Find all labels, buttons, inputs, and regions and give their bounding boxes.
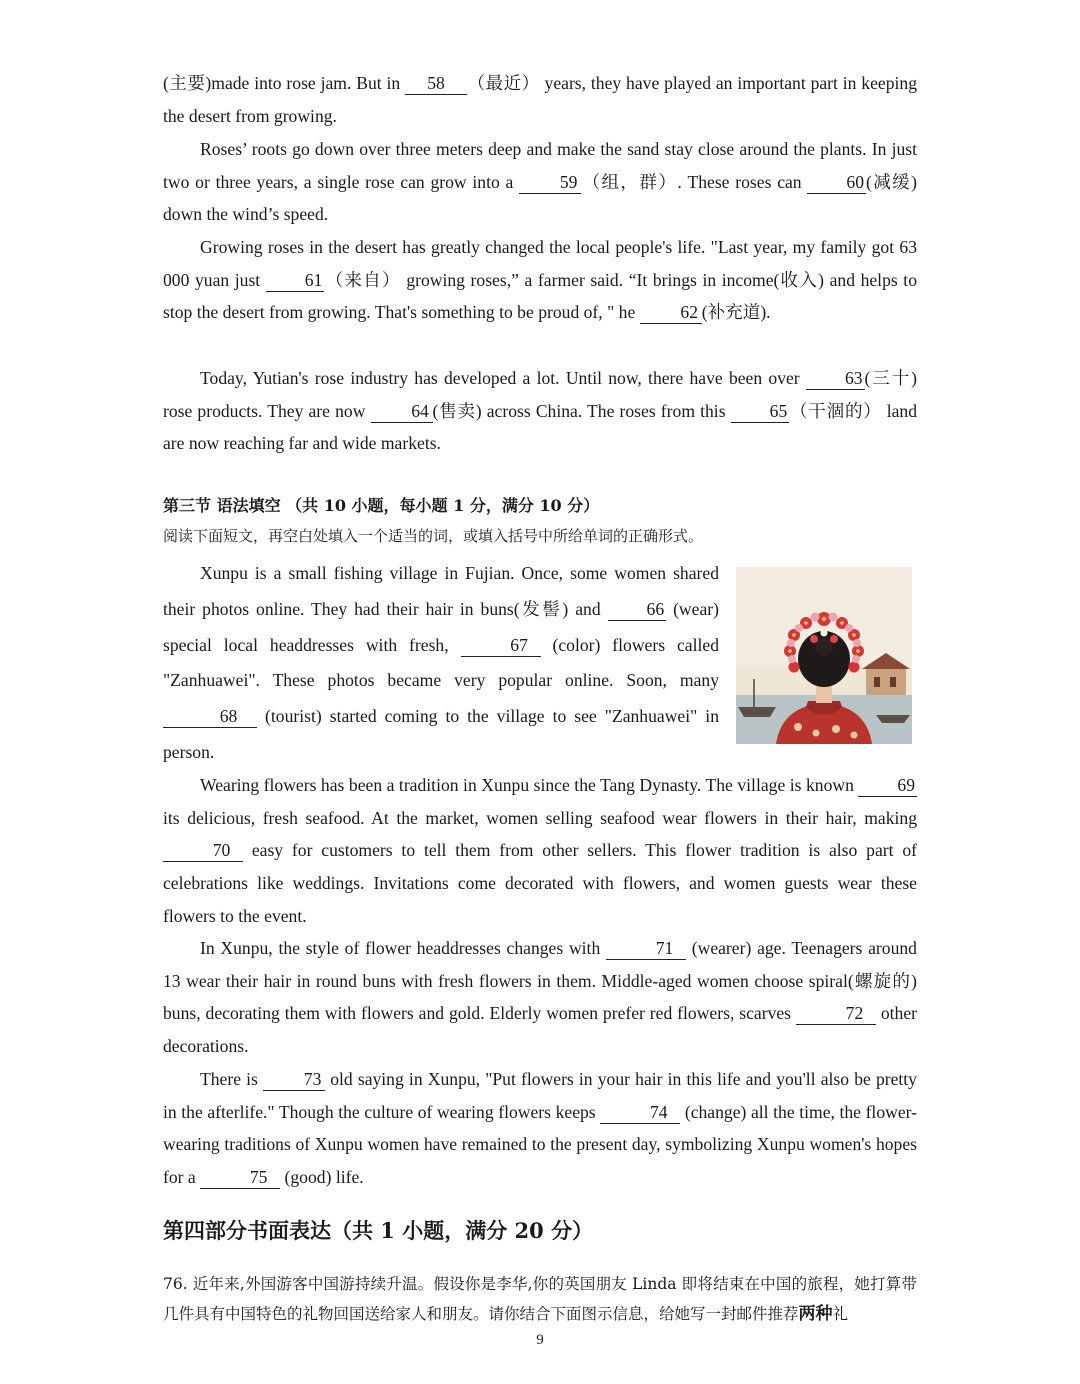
passage1-paragraph-3 xyxy=(163,231,917,329)
blank-65[interactable]: 65 xyxy=(731,400,790,423)
writing-task-76 xyxy=(163,1269,917,1329)
text: Xunpu is a small fishing village in Fujian. Once, some women shared their photos online. They had their hair in buns(发髻) and xyxy=(163,563,719,619)
text: (售卖) across China. The roses from this xyxy=(432,400,731,421)
blank-63[interactable]: 63 xyxy=(806,367,865,390)
text: 礼 xyxy=(832,1304,849,1323)
text: （来自） growing roses,” a farmer said. “It brings in income(收入) and helps to stop the desert from growing. That's something to be proud of, " he xyxy=(163,269,917,323)
blank-75[interactable]: 75 xyxy=(200,1166,280,1189)
blank-72[interactable]: 72 xyxy=(796,1002,876,1025)
passage2-paragraph-3 xyxy=(163,932,917,1063)
text: (tourist) started coming to the village to see "Zanhuawei" in person. xyxy=(163,706,719,762)
text: old saying in Xunpu, "Put flowers in your hair in this life and you'll also be pretty in the afterlife." Though the culture of wearing flowers keeps xyxy=(163,1069,917,1122)
blank-67[interactable]: 67 xyxy=(461,634,541,657)
part-4-title: 第四部分书面表达（共 1 小题，满分 20 分） xyxy=(163,1218,594,1243)
passage1-paragraph-2 xyxy=(163,133,917,231)
zanhuawei-illustration xyxy=(736,567,912,744)
blank-70[interactable]: 70 xyxy=(163,839,243,862)
text: (三十) rose products. They are now xyxy=(163,368,918,421)
text: easy for customers to tell them from other sellers. This flower tradition is also part of celebrations like weddings. Invitations come decorated with flowers, and women guests wear these flowers to the event. xyxy=(163,840,917,926)
blank-69[interactable]: 69 xyxy=(858,774,917,797)
section-3-instruction: 阅读下面短文，再空白处填入一个适当的词，或填入括号中所给单词的正确形式。 xyxy=(163,527,704,545)
emphasis-text: 两种 xyxy=(798,1303,833,1324)
text: （组，群）. These roses can xyxy=(581,171,808,192)
text: 76. 近年来,外国游客中国游持续升温。假设你是李华,你的英国朋友 Linda 即将结束在中国的旅程，她打算带几件具有中国特色的礼物回国送给家人和朋友。请你结合下面图示信息，给她写一封邮件推荐 xyxy=(163,1274,917,1323)
blank-64[interactable]: 64 xyxy=(371,400,433,423)
text: (减缓) down the wind’s speed. xyxy=(163,171,918,225)
zanhuawei-photo xyxy=(736,567,912,744)
text: its delicious, fresh seafood. At the market, women selling seafood wear flowers in their hair, making xyxy=(163,807,917,828)
blank-71[interactable]: 71 xyxy=(606,937,686,960)
text: There is xyxy=(200,1069,264,1089)
blank-60[interactable]: 60 xyxy=(807,171,866,194)
blank-59[interactable]: 59 xyxy=(519,171,581,194)
text: (wear) special local headdresses with fresh, xyxy=(163,598,719,655)
blank-66[interactable]: 66 xyxy=(608,598,667,621)
text: （最近） years, they have played an important part in keeping the desert from growing. xyxy=(163,73,918,126)
passage2-paragraph-1 xyxy=(163,556,719,771)
text: Growing roses in the desert has greatly changed the local people's life. "Last year, my family got 63 000 yuan just xyxy=(163,237,917,290)
page-number: 9 xyxy=(536,1332,544,1348)
text: Wearing flowers has been a tradition in Xunpu since the Tang Dynasty. The village is known xyxy=(200,775,859,795)
passage1-paragraph-4 xyxy=(163,362,917,460)
text: (good) life. xyxy=(280,1167,364,1188)
text: (color) flowers called "Zanhuawei". These photos became very popular online. Soon, many xyxy=(163,634,719,691)
text: （干涸的） land are now reaching far and wide markets. xyxy=(163,400,917,454)
blank-73[interactable]: 73 xyxy=(263,1068,325,1091)
passage1-paragraph-1 xyxy=(163,67,917,132)
text: In Xunpu, the style of flower headdresses changes with xyxy=(200,938,606,958)
blank-62[interactable]: 62 xyxy=(640,301,702,324)
blank-58[interactable]: 58 xyxy=(405,72,467,95)
text: other decorations. xyxy=(163,1003,917,1057)
text: Today, Yutian's rose industry has developed a lot. Until now, there have been over xyxy=(200,368,806,388)
passage2-paragraph-4 xyxy=(163,1063,917,1194)
blank-61[interactable]: 61 xyxy=(266,269,325,292)
section-3-title: 第三节 语法填空 （共 10 小题，每小题 1 分，满分 10 分） xyxy=(163,496,600,515)
text: (主要)made into rose jam. But in xyxy=(163,73,406,93)
passage2-paragraph-2 xyxy=(163,769,917,933)
text: (wearer) age. Teenagers around 13 wear their hair in round buns with fresh flowers in them. Middle-aged women choose spiral(螺旋的) buns, decorating them with flowers and gold. Elderly women prefer red flowers, scarves xyxy=(163,938,917,1024)
text: (补充道). xyxy=(701,302,771,323)
blank-74[interactable]: 74 xyxy=(600,1101,680,1124)
text: (change) all the time, the flower-wearing traditions of Xunpu women have remained to the present day, symbolizing Xunpu women's hopes for a xyxy=(163,1101,918,1188)
text: Roses’ roots go down over three meters deep and make the sand stay close around the plants. In just two or three years, a single rose can grow into a xyxy=(163,139,917,192)
blank-68[interactable]: 68 xyxy=(163,705,257,728)
